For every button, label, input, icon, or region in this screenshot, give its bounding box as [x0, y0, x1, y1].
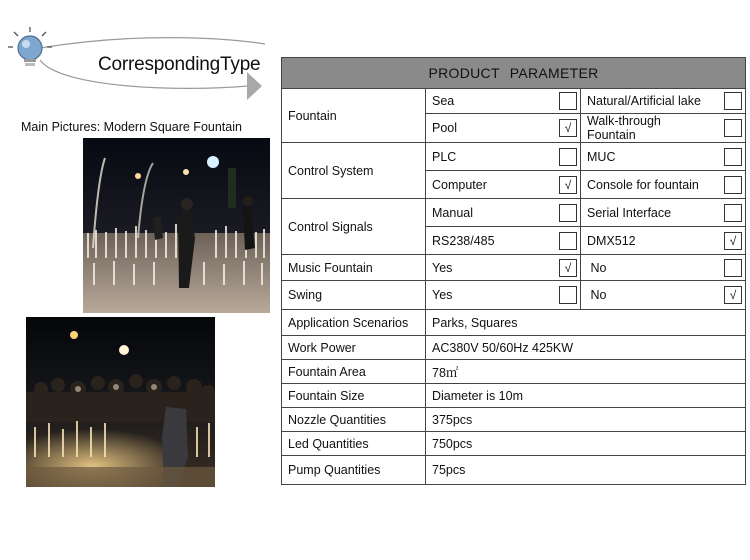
table-heading: PRODUCT PARAMETER: [282, 58, 746, 89]
music-yes-checkbox[interactable]: √: [559, 259, 577, 277]
control-signals-label: Control Signals: [282, 199, 426, 255]
pictures-caption: Main Pictures: Modern Square Fountain: [21, 120, 242, 134]
row-value: 75pcs: [426, 456, 746, 485]
swing-label: Swing: [282, 281, 426, 310]
swing-yes-label: Yes: [426, 281, 552, 310]
row-value: Parks, Squares: [426, 310, 746, 336]
product-parameter-table: [281, 57, 746, 485]
row-label: Led Quantities: [282, 432, 426, 456]
music-no-label: No: [581, 255, 717, 281]
option-walk-through-label: Walk-through Fountain: [581, 114, 717, 143]
option-pool-label: Pool: [426, 114, 552, 143]
lightbulb-icon: [8, 27, 52, 66]
table-row: [282, 360, 746, 384]
dmx-checkbox[interactable]: √: [724, 232, 742, 250]
option-rs-label: RS238/485: [426, 227, 552, 255]
sea-checkbox[interactable]: [559, 92, 577, 110]
table-row: [282, 432, 746, 456]
option-serial-label: Serial Interface: [581, 199, 717, 227]
row-label: Pump Quantities: [282, 456, 426, 485]
row-label: Application Scenarios: [282, 310, 426, 336]
row-value: AC380V 50/60Hz 425KW: [426, 336, 746, 360]
table-row: [282, 456, 746, 485]
pool-checkbox[interactable]: √: [559, 119, 577, 137]
fountain-photo-1: [83, 138, 270, 313]
row-label: Work Power: [282, 336, 426, 360]
swing-no-label: No: [581, 281, 717, 310]
page-title: CorrespondingType: [98, 54, 261, 75]
serial-checkbox[interactable]: [724, 204, 742, 222]
row-label: Fountain Area: [282, 360, 426, 384]
swing-yes-checkbox[interactable]: [559, 286, 577, 304]
option-natural-lake-label: Natural/Artificial lake: [581, 89, 717, 114]
option-muc-label: MUC: [581, 143, 717, 171]
plc-checkbox[interactable]: [559, 148, 577, 166]
music-fountain-label: Music Fountain: [282, 255, 426, 281]
row-value: 750pcs: [426, 432, 746, 456]
rs-checkbox[interactable]: [559, 232, 577, 250]
row-value: Diameter is 10m: [426, 384, 746, 408]
row-label: Fountain Size: [282, 384, 426, 408]
row-value: 78㎡: [426, 360, 746, 384]
row-value: 375pcs: [426, 408, 746, 432]
fountain-label: Fountain: [282, 89, 426, 143]
natural-lake-checkbox[interactable]: [724, 92, 742, 110]
control-system-label: Control System: [282, 143, 426, 199]
option-sea-label: Sea: [426, 89, 552, 114]
table-row: [282, 310, 746, 336]
option-console-label: Console for fountain: [581, 171, 717, 199]
table-row: [282, 408, 746, 432]
muc-checkbox[interactable]: [724, 148, 742, 166]
swing-no-checkbox[interactable]: √: [724, 286, 742, 304]
row-label: Nozzle Quantities: [282, 408, 426, 432]
music-no-checkbox[interactable]: [724, 259, 742, 277]
table-row: [282, 384, 746, 408]
console-checkbox[interactable]: [724, 176, 742, 194]
table-row: [282, 336, 746, 360]
option-manual-label: Manual: [426, 199, 552, 227]
option-plc-label: PLC: [426, 143, 552, 171]
fountain-photo-2: [26, 317, 215, 487]
option-dmx-label: DMX512: [581, 227, 717, 255]
manual-checkbox[interactable]: [559, 204, 577, 222]
option-computer-label: Computer: [426, 171, 552, 199]
computer-checkbox[interactable]: √: [559, 176, 577, 194]
walk-through-checkbox[interactable]: [724, 119, 742, 137]
music-yes-label: Yes: [426, 255, 552, 281]
